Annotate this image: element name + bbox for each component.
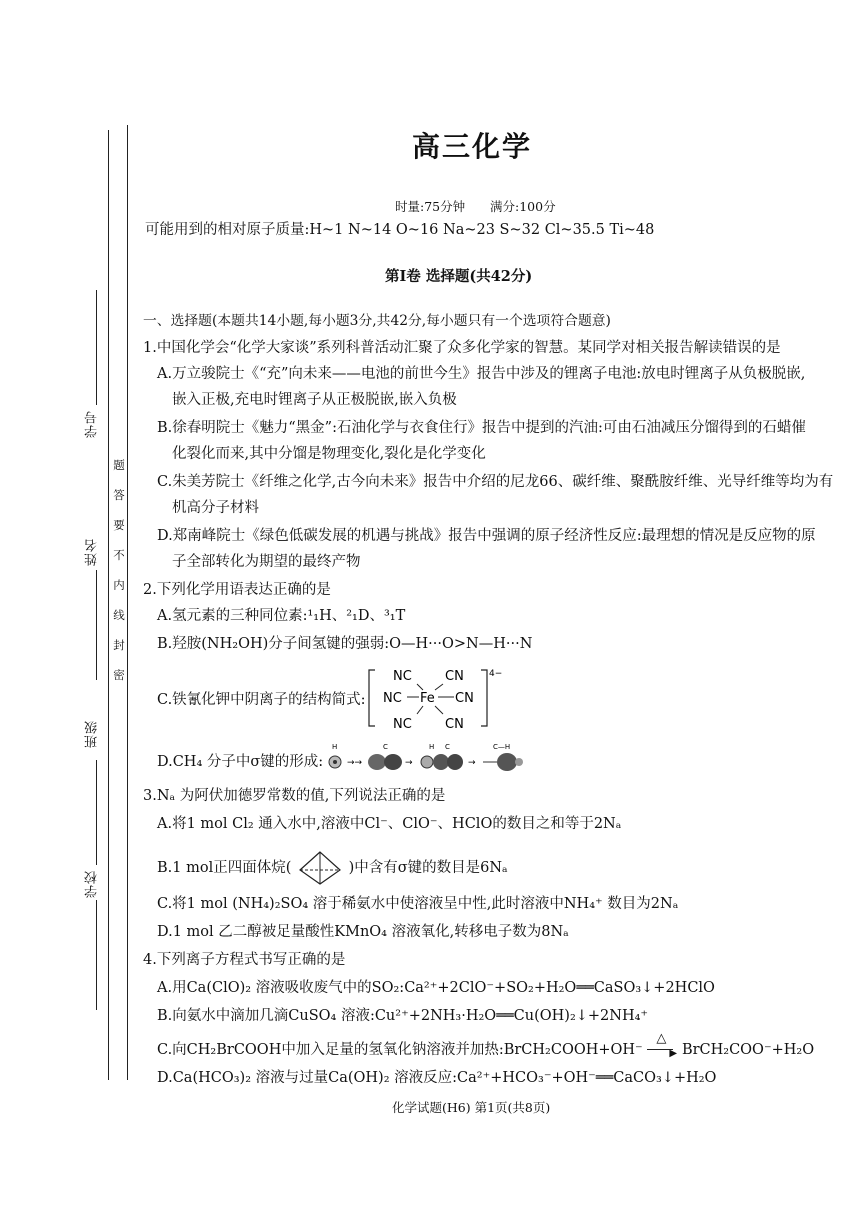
ferricyanide-structure <box>365 660 505 738</box>
name-label: 姓名 <box>85 538 100 566</box>
svg-text:C: C <box>383 743 388 751</box>
ligand-nc-left: NC <box>383 691 402 706</box>
q2-option-c[interactable]: C.铁氰化钾中阴离子的结构简式: <box>157 692 366 708</box>
q2-option-d[interactable]: D.CH₄ 分子中σ键的形成: <box>157 754 324 770</box>
ligand-cn-bottom: CN <box>445 717 464 732</box>
q1-option-c-line1[interactable]: C.朱美芳院士《纤维之化学,古今向未来》报告中介绍的尼龙66、碳纤维、聚酰胺纤维、光导纤维等均为有 <box>157 474 834 490</box>
seal-char: 答 <box>113 488 125 502</box>
q3-option-b[interactable] <box>157 850 508 886</box>
q1-option-d-line2: 子全部转化为期望的最终产物 <box>172 554 361 570</box>
q4-option-c[interactable] <box>157 1031 815 1060</box>
svg-text:H: H <box>332 743 338 751</box>
q1-option-c-line2: 机高分子材料 <box>172 500 259 516</box>
q4-option-a[interactable]: A.用Ca(ClO)₂ 溶液吸收废气中的SO₂:Ca²⁺+2ClO⁻+SO₂+H₂O══CaSO₃↓+2HClO <box>157 980 715 996</box>
ligand-nc-bottom: NC <box>393 717 412 732</box>
student-id-field[interactable] <box>96 290 97 405</box>
q3-option-c[interactable]: C.将1 mol (NH₄)₂SO₄ 溶于稀氨水中使溶液呈中性,此时溶液中NH₄⁺ 数目为2Nₐ <box>157 896 679 912</box>
q1-option-b-line2: 化裂化而来,其中分馏是物理变化,裂化是化学变化 <box>172 446 486 462</box>
q4-stem: 4.下列离子方程式书写正确的是 <box>143 952 346 968</box>
svg-text:H: H <box>429 743 435 751</box>
seal-char: 封 <box>113 638 125 652</box>
anion-charge: 4− <box>489 669 503 679</box>
binding-line-outer <box>108 130 109 1080</box>
seal-char: 线 <box>113 608 125 622</box>
q3-option-b-post: )中含有σ键的数目是6Nₐ <box>348 860 508 876</box>
tetrahedrane-icon <box>296 850 344 886</box>
volume-title: 第Ⅰ卷 选择题(共42分) <box>385 268 533 285</box>
heat-symbol: △ <box>656 1031 667 1046</box>
svg-text:→: → <box>468 758 476 768</box>
q4-option-c-pre: C.向CH₂BrCOOH中加入足量的氢氧化钠溶液并加热:BrCH₂COOH+OH⁻ <box>157 1042 643 1058</box>
school-field-line[interactable] <box>96 900 97 1010</box>
q2-option-b[interactable]: B.羟胺(NH₂OH)分子间氢键的强弱:O—H···O>N—H···N <box>157 636 533 652</box>
q2-isotopes: ¹₁H、²₁D、³₁T <box>307 608 406 624</box>
atomic-masses: 可能用到的相对原子质量:H~1 N~14 O~16 Na~23 S~32 Cl~35.5 Ti~48 <box>145 222 655 238</box>
q2-option-a[interactable] <box>157 606 405 626</box>
q3-option-a[interactable]: A.将1 mol Cl₂ 通入水中,溶液中Cl⁻、ClO⁻、HClO的数目之和等于2Nₐ <box>157 816 622 832</box>
q4-option-d[interactable]: D.Ca(HCO₃)₂ 溶液与过量Ca(OH)₂ 溶液反应:Ca²⁺+HCO₃⁻+OH⁻══CaCO₃↓+H₂O <box>157 1070 717 1086</box>
exam-time: 时量:75分钟 <box>395 199 466 214</box>
section-title: 一、选择题(本题共14小题,每小题3分,共42分,每小题只有一个选项符合题意) <box>143 313 611 329</box>
q3-option-d[interactable]: D.1 mol 乙二醇被足量酸性KMnO₄ 溶液氧化,转移电子数为8Nₐ <box>157 924 569 940</box>
q2-stem: 2.下列化学用语表达正确的是 <box>143 582 331 598</box>
ligand-nc-top: NC <box>393 669 412 684</box>
page-footer: 化学试题(H6) 第1页(共8页) <box>392 1100 551 1115</box>
q3-option-b-pre: B.1 mol正四面体烷( <box>157 860 292 876</box>
q1-option-b-line1[interactable]: B.徐春明院士《魅力“黑金”:石油化学与衣食住行》报告中提到的汽油:可由石油减压分馏得到的石蜡催 <box>157 420 806 436</box>
q1-stem: 1.中国化学会“化学大家谈”系列科普活动汇聚了众多化学家的智慧。某同学对相关报告解读错误的是 <box>143 340 781 356</box>
seal-char: 不 <box>113 548 125 562</box>
q4-option-b[interactable]: B.向氨水中滴加几滴CuSO₄ 溶液:Cu²⁺+2NH₃·H₂O══Cu(OH)₂↓+2NH₄⁺ <box>157 1008 649 1024</box>
svg-text:C—H: C—H <box>493 743 511 751</box>
q1-option-a-line2: 嵌入正极,充电时锂离子从正极脱嵌,嵌入负极 <box>172 392 457 408</box>
seal-char: 内 <box>113 578 125 592</box>
class-field[interactable] <box>96 760 97 865</box>
q1-option-d-line1[interactable]: D.郑南峰院士《绿色低碳发展的机遇与挑战》报告中强调的原子经济性反应:最理想的情况是反应物的原 <box>157 528 816 544</box>
school-label: 学校 <box>85 870 100 898</box>
q3-stem: 3.Nₐ 为阿伏加德罗常数的值,下列说法正确的是 <box>143 788 446 804</box>
seal-char: 要 <box>113 518 125 532</box>
sigma-bond-diagram <box>325 740 530 776</box>
exam-score: 满分:100分 <box>490 199 556 214</box>
svg-text:C: C <box>445 743 450 751</box>
seal-text <box>112 450 126 690</box>
page-title: 高三化学 <box>411 130 532 163</box>
q1-option-a-line1[interactable]: A.万立骏院士《“充”向未来——电池的前世今生》报告中涉及的锂离子电池:放电时锂离子从负极脱嵌, <box>157 366 806 382</box>
q2-option-a-text: A.氢元素的三种同位素: <box>157 608 308 624</box>
seal-char: 密 <box>113 668 125 682</box>
name-field[interactable] <box>96 570 97 680</box>
student-id-label: 学号 <box>85 410 100 438</box>
svg-text:→→: →→ <box>347 758 363 768</box>
ligand-cn-top: CN <box>445 669 464 684</box>
ligand-cn-right: CN <box>455 691 474 706</box>
binding-line-inner <box>127 125 128 1080</box>
seal-char: 题 <box>113 458 125 472</box>
heat-arrow: △ ▶ <box>647 1043 677 1057</box>
class-label: 班级 <box>85 720 100 748</box>
iron-center: Fe <box>420 691 435 706</box>
svg-text:→: → <box>405 758 413 768</box>
q4-option-c-post: BrCH₂COO⁻+H₂O <box>681 1042 815 1058</box>
